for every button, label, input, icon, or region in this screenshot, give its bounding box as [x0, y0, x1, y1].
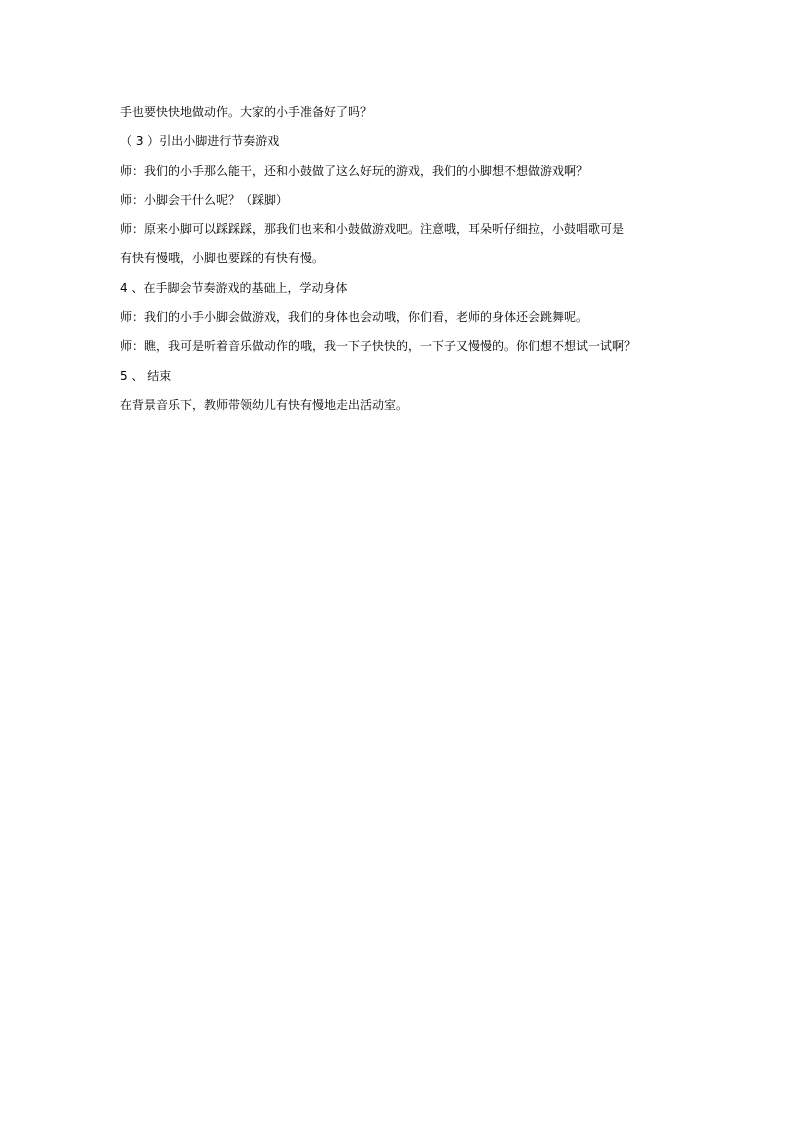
- paragraph-line: 在背景音乐下，教师带领幼儿有快有慢地走出活动室。: [120, 397, 409, 412]
- section-heading: 5 、 结束: [120, 368, 172, 383]
- paragraph-line: 师：小脚会干什么呢？（踩脚）: [120, 192, 289, 207]
- paragraph-line: 师：我们的小手那么能干，还和小鼓做了这么好玩的游戏，我们的小脚想不想做游戏啊？: [120, 163, 589, 178]
- paragraph-line: 师：原来小脚可以踩踩踩，那我们也来和小鼓做游戏吧。注意哦，耳朵听仔细拉，小鼓唱歌可是: [120, 222, 625, 237]
- section-heading: （ 3 ）引出小脚进行节奏游戏: [120, 134, 280, 149]
- paragraph-line: 师：我们的小手小脚会做游戏，我们的身体也会动哦，你们看，老师的身体还会跳舞呢。: [120, 310, 589, 325]
- section-heading: 4 、在手脚会节奏游戏的基础上，学动身体: [120, 280, 348, 295]
- paragraph-line: 有快有慢哦，小脚也要踩的有快有慢。: [120, 251, 325, 266]
- paragraph-line: 手也要快快地做动作。大家的小手准备好了吗？: [120, 105, 373, 119]
- paragraph-line: 师：瞧，我可是听着音乐做动作的哦，我一下子快快的，一下子又慢慢的。你们想不想试一试啊？: [120, 339, 637, 354]
- document-body: [120, 98, 680, 420]
